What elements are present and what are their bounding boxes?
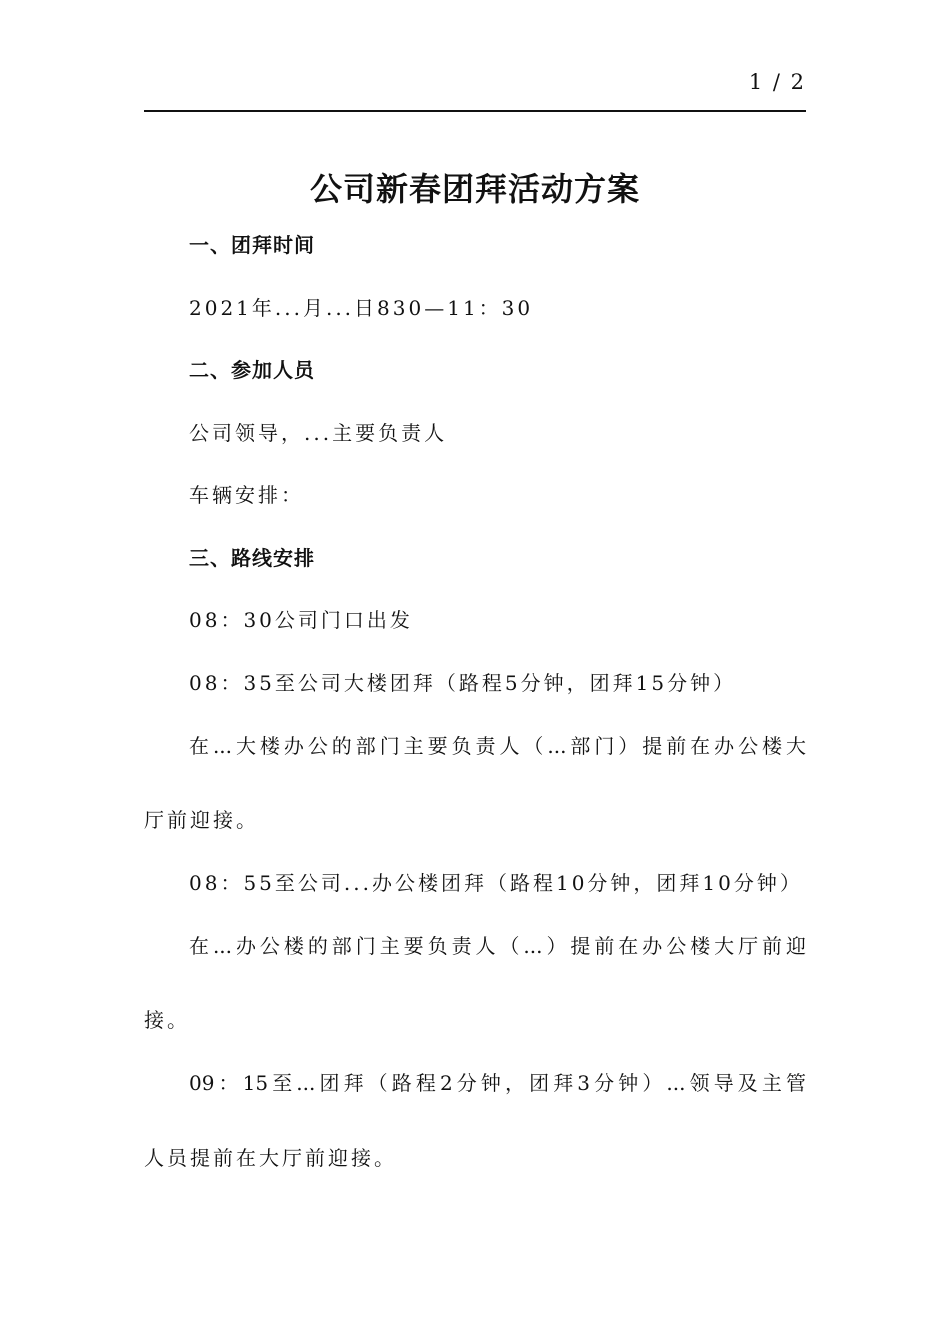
paragraph-line: 2021年...月...日830—11：30 xyxy=(189,296,534,320)
paragraph-line: 09：15至...团拜（路程2分钟，团拜3分钟）...领导及主管 xyxy=(189,1071,806,1095)
paragraph-line: 在...大楼办公的部门主要负责人（...部门）提前在办公楼大 xyxy=(189,734,806,758)
document-title: 公司新春团拜活动方案 xyxy=(309,170,640,208)
paragraph-line: 车辆安排： xyxy=(189,483,304,507)
paragraph-line: 08：35至公司大楼团拜（路程5分钟，团拜15分钟） xyxy=(189,671,737,695)
section-heading-time: 一、团拜时间 xyxy=(189,233,315,257)
page-number: 1 / 2 xyxy=(748,70,806,94)
paragraph-line: 08：30公司门口出发 xyxy=(189,608,413,632)
paragraph-line: 08：55至公司...办公楼团拜（路程10分钟，团拜10分钟） xyxy=(189,871,803,895)
section-heading-route: 三、路线安排 xyxy=(189,546,315,570)
paragraph-line: 厅前迎接。 xyxy=(144,808,259,832)
header-rule xyxy=(144,110,806,112)
paragraph-line: 在...办公楼的部门主要负责人（...）提前在办公楼大厅前迎 xyxy=(189,934,806,958)
section-heading-participants: 二、参加人员 xyxy=(189,358,315,382)
paragraph-line: 公司领导，...主要负责人 xyxy=(189,421,448,445)
paragraph-line: 人员提前在大厅前迎接。 xyxy=(144,1146,397,1170)
paragraph-line: 接。 xyxy=(144,1008,190,1032)
